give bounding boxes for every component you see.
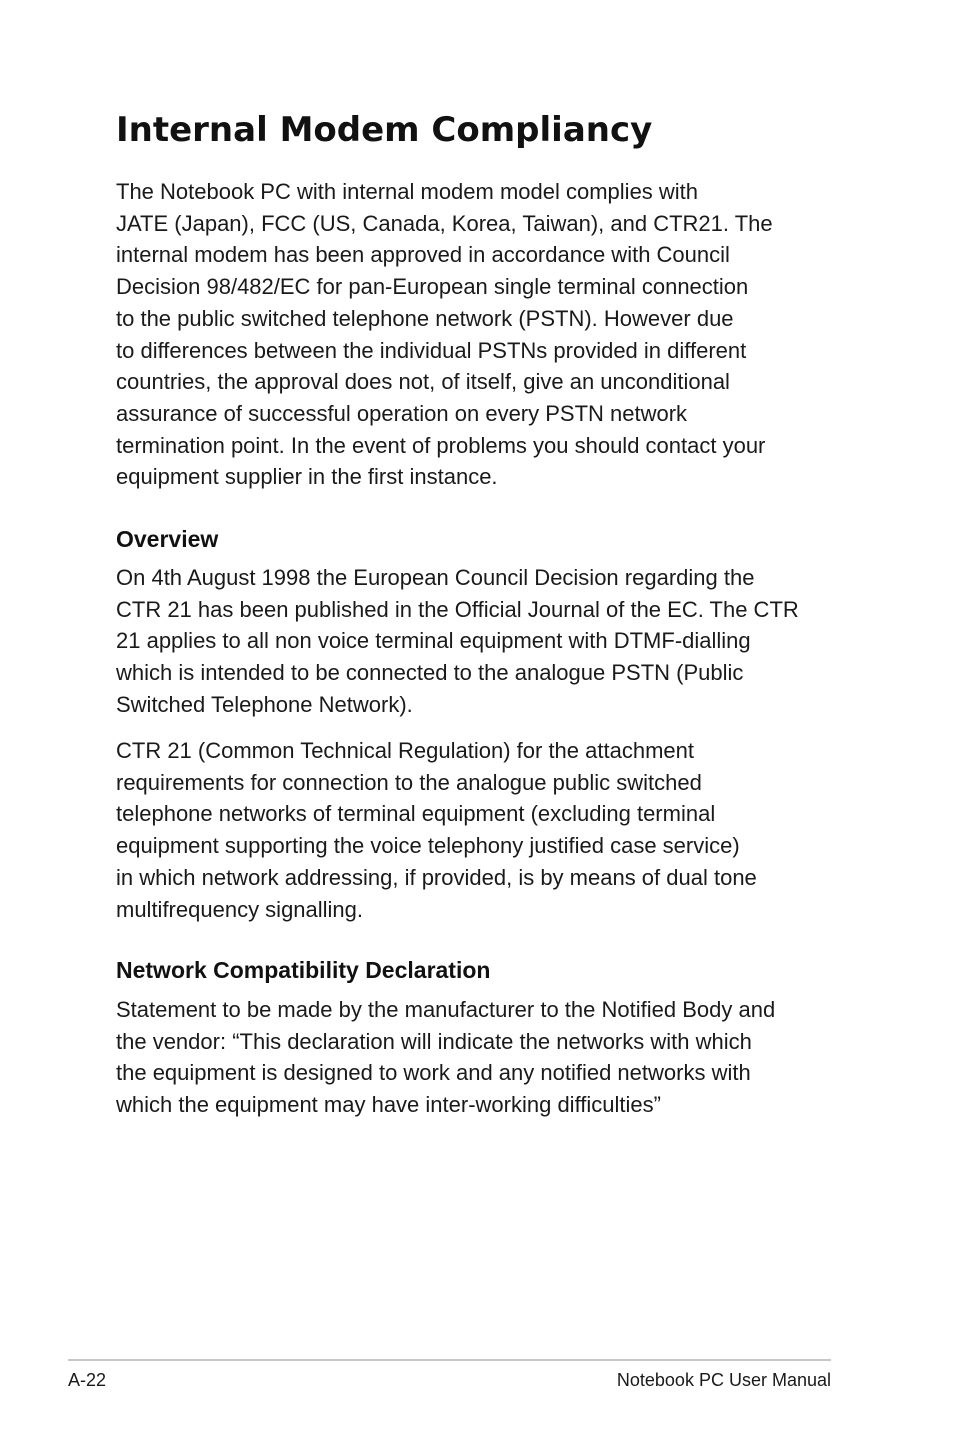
- text-line: which is intended to be connected to the analogue PSTN (Public: [116, 660, 744, 686]
- text-line: which the equipment may have inter-working difficulties”: [116, 1092, 661, 1118]
- manual-title: Notebook PC User Manual: [616, 1370, 831, 1390]
- text-line: termination point. In the event of problems you should contact your: [116, 432, 766, 458]
- text-line: the equipment is designed to work and any notified networks with: [116, 1060, 751, 1086]
- text-line: multifrequency signalling.: [116, 896, 364, 922]
- footer-divider: [68, 1359, 831, 1361]
- text-line: equipment supporting the voice telephony justified case service): [116, 833, 740, 859]
- text-line: The Notebook PC with internal modem model complies with: [116, 179, 699, 204]
- overview-paragraph-2: [116, 735, 757, 925]
- text-line: Statement to be made by the manufacturer to the Notified Body and: [116, 997, 776, 1022]
- text-line: Decision 98/482/EC for pan-European single terminal connection: [116, 274, 749, 300]
- text-line: assurance of successful operation on every PSTN network: [116, 400, 688, 426]
- text-line: in which network addressing, if provided, is by means of dual tone: [116, 864, 757, 890]
- text-line: On 4th August 1998 the European Council Decision regarding the: [116, 565, 755, 590]
- text-line: to the public switched telephone network (PSTN). However due: [116, 305, 734, 331]
- text-line: 21 applies to all non voice terminal equipment with DTMF-dialling: [116, 628, 751, 654]
- text-line: CTR 21 has been published in the Official Journal of the EC. The CTR: [116, 596, 799, 622]
- network-compatibility-paragraph: [116, 994, 775, 1121]
- text-line: Switched Telephone Network).: [116, 691, 413, 717]
- intro-paragraph: [116, 176, 773, 493]
- network-compatibility-heading: Network Compatibility Declaration: [116, 957, 491, 983]
- overview-paragraph-1: [116, 562, 799, 721]
- text-line: JATE (Japan), FCC (US, Canada, Korea, Taiwan), and CTR21. The: [116, 210, 773, 236]
- text-line: the vendor: “This declaration will indicate the networks with which: [116, 1028, 752, 1054]
- text-line: countries, the approval does not, of itself, give an unconditional: [116, 369, 730, 395]
- text-line: internal modem has been approved in accordance with Council: [116, 242, 730, 268]
- text-line: telephone networks of terminal equipment (excluding terminal: [116, 801, 716, 827]
- page-title: Internal Modem Compliancy: [116, 110, 653, 150]
- text-line: to differences between the individual PSTNs provided in different: [116, 337, 747, 363]
- overview-heading: Overview: [116, 526, 219, 552]
- text-line: CTR 21 (Common Technical Regulation) for the attachment: [116, 738, 694, 763]
- text-line: equipment supplier in the first instance.: [116, 464, 498, 490]
- page-number: A-22: [68, 1370, 107, 1390]
- text-line: requirements for connection to the analogue public switched: [116, 769, 702, 795]
